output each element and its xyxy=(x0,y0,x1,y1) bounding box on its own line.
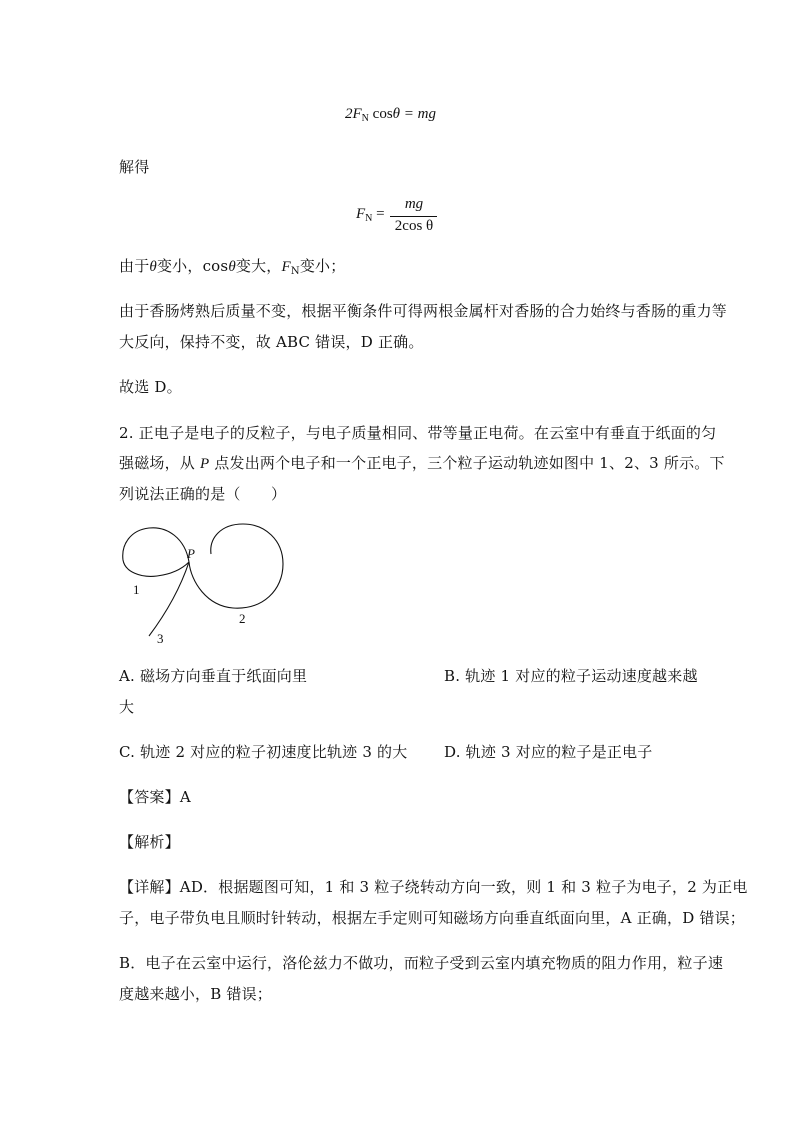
track-1 xyxy=(123,528,189,577)
detail-line1: 【详解】AD．根据题图可知，1 和 3 粒子绕转动方向一致，则 1 和 3 粒子为电子，2 为正电 xyxy=(119,878,748,896)
label-2: 2 xyxy=(239,611,246,626)
analysis-label: 【解析】 xyxy=(119,833,180,851)
option-b: B. 轨迹 1 对应的粒子运动速度越来越 xyxy=(444,667,698,685)
fraction-bar xyxy=(390,216,437,217)
fraction-numerator: mg xyxy=(404,196,424,212)
text-conclusion-d: 故选 D。 xyxy=(119,378,182,396)
label-p: P xyxy=(187,546,195,561)
question-line2: 强磁场，从 P 点发出两个电子和一个正电子，三个粒子运动轨迹如图中 1、2、3 所示。下 xyxy=(119,454,725,472)
para-sausage-line1: 由于香肠烤熟后质量不变，根据平衡条件可得两根金属杆对香肠的合力始终与香肠的重力等 xyxy=(119,302,728,320)
detail-line4: 度越来越小，B 错误； xyxy=(119,985,272,1003)
label-3: 3 xyxy=(157,631,164,646)
option-b-continued: 大 xyxy=(119,698,135,716)
equation-fn-lhs: $F_N$ = xyxy=(356,206,385,224)
label-1: 1 xyxy=(133,582,140,597)
detail-line3: B．电子在云室中运行，洛伦兹力不做功，而粒子受到云室内填充物质的阻力作用，粒子速 xyxy=(119,954,724,972)
option-a: A. 磁场方向垂直于纸面向里 xyxy=(119,667,308,685)
question-line3: 列说法正确的是（ ） xyxy=(119,485,287,503)
detail-line2: 子，电子带负电且顺时针转动，根据左手定则可知磁场方向垂直纸面向里，A 正确，D 错误； xyxy=(119,909,745,927)
fraction-denominator: 2cos θ xyxy=(394,218,434,234)
track-2 xyxy=(189,524,283,608)
answer: 【答案】A xyxy=(119,788,191,806)
para-sausage-line2: 大反向，保持不变，故 ABC 错误，D 正确。 xyxy=(119,333,424,351)
text-theta-change: 由于θ变小，cosθ变大，$F_N$变小； xyxy=(119,257,346,277)
text-jiede: 解得 xyxy=(119,158,150,176)
option-d: D. 轨迹 3 对应的粒子是正电子 xyxy=(444,743,653,761)
question-line1: 2. 正电子是电子的反粒子，与电子质量相同、带等量正电荷。在云室中有垂直于纸面的匀 xyxy=(119,424,717,442)
trajectory-figure xyxy=(115,520,295,650)
option-c: C. 轨迹 2 对应的粒子初速度比轨迹 3 的大 xyxy=(119,743,408,761)
equation-balance: $2F_N$ cosθ = mg xyxy=(345,106,436,124)
